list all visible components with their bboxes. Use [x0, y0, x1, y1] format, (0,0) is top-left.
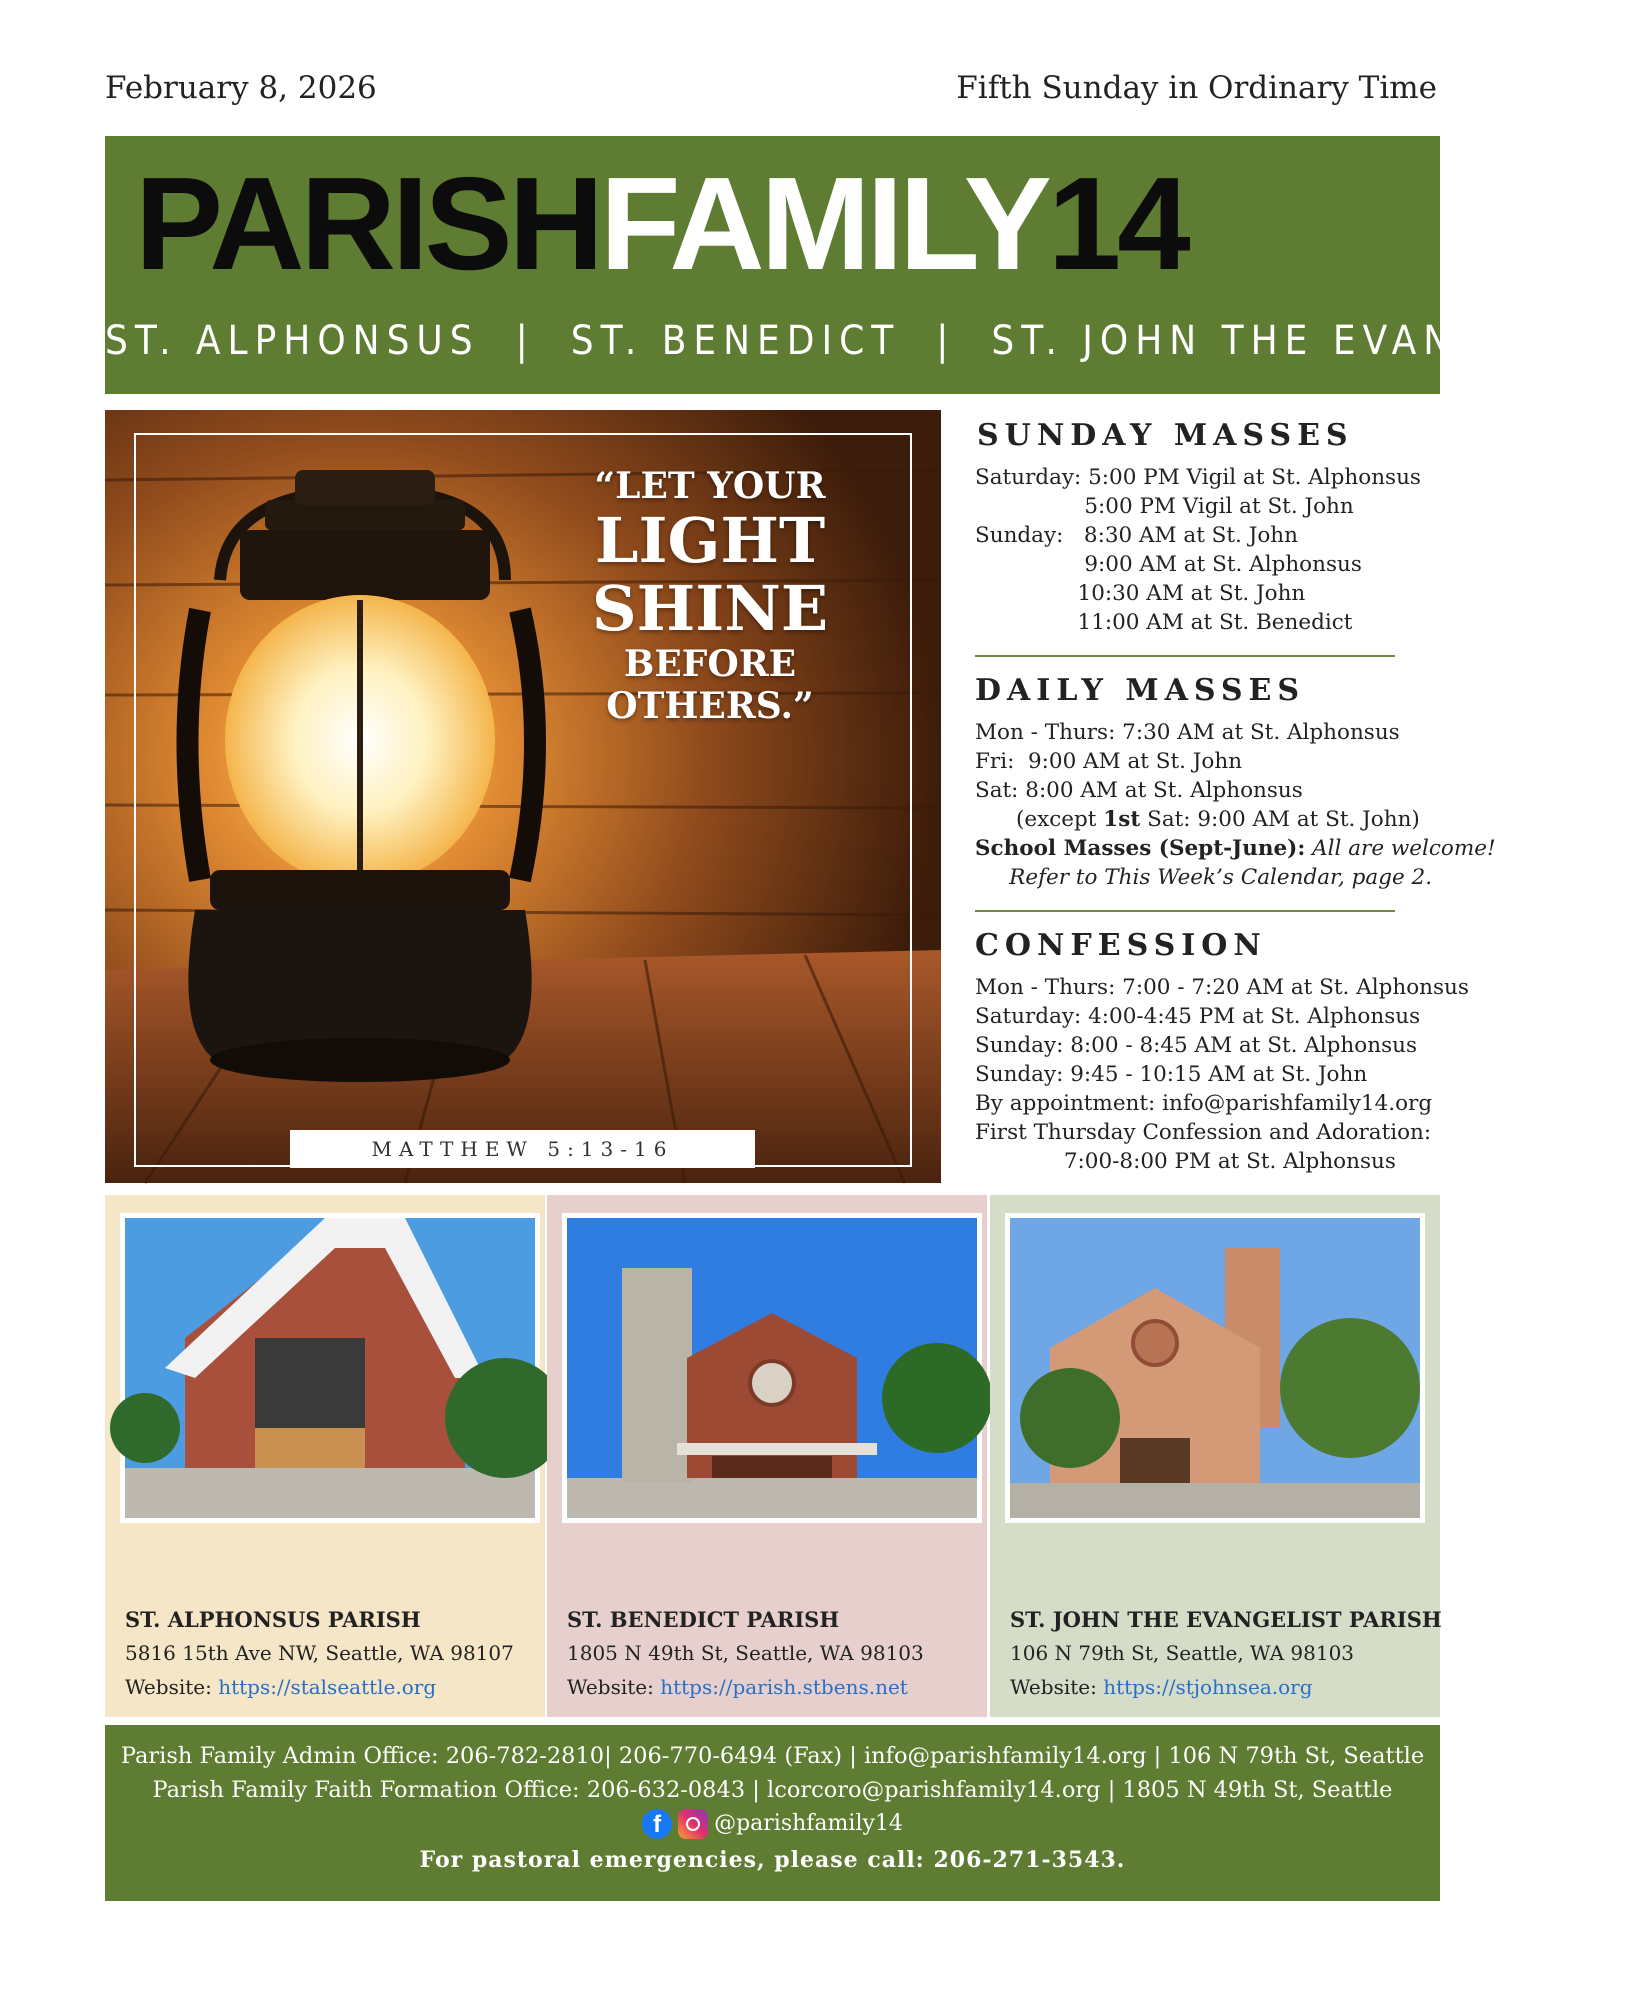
- separator: |: [936, 318, 956, 364]
- parish-name-john: ST. JOHN THE EVANGELIST: [991, 318, 1625, 364]
- confession-line: 7:00-8:00 PM at St. Alphonsus: [975, 1149, 1396, 1174]
- masthead: [105, 136, 1625, 394]
- scripture-quote: [545, 465, 875, 727]
- website-label: Website:: [125, 1675, 219, 1699]
- masthead-title: [135, 150, 1187, 297]
- website-link[interactable]: https://stalseattle.org: [218, 1675, 437, 1699]
- divider: [975, 655, 1395, 657]
- confession-line: Sunday: 9:45 - 10:15 AM at St. John: [975, 1062, 1368, 1087]
- confession-line: Mon - Thurs: 7:00 - 7:20 AM at St. Alphonsus: [975, 975, 1469, 1000]
- parish-name: ST. JOHN THE EVANGELIST PARISH: [1010, 1607, 1442, 1632]
- emergency-line: For pastoral emergencies, please call: 206-271-3543.: [419, 1847, 1126, 1873]
- quote-line-2: LIGHT: [594, 504, 826, 577]
- parish-card-john: [990, 1195, 1440, 1717]
- confession-line: Sunday: 8:00 - 8:45 AM at St. Alphonsus: [975, 1033, 1417, 1058]
- calendar-reference: Refer to This Week’s Calendar, page 2.: [975, 865, 1433, 890]
- parish-name: ST. ALPHONSUS PARISH: [125, 1607, 421, 1632]
- school-masses-note: All are welcome!: [1305, 836, 1496, 861]
- school-masses-label: School Masses (Sept-June):: [975, 836, 1306, 861]
- exception-prefix: (except: [975, 807, 1104, 832]
- website-link[interactable]: https://parish.stbens.net: [660, 1675, 908, 1699]
- quote-line-1: “LET YOUR: [594, 465, 826, 507]
- daily-masses-title: DAILY MASSES: [975, 673, 1306, 708]
- parish-name: ST. BENEDICT PARISH: [567, 1607, 840, 1632]
- school-masses-line: [975, 834, 1496, 863]
- divider: [975, 910, 1395, 912]
- parish-name-benedict: ST. BENEDICT: [570, 318, 901, 364]
- admin-office-line: Parish Family Admin Office: 206-782-2810| 206-770-6494 (Fax) | info@parishfamily14.org | 106 N 79th St, Seattle: [120, 1743, 1425, 1769]
- title-parish: PARISH: [135, 150, 600, 297]
- quote-line-4: BEFORE OTHERS.”: [606, 643, 814, 728]
- hero-lantern-image: [105, 410, 941, 1183]
- sunday-mass-line: 9:00 AM at St. Alphonsus: [975, 552, 1362, 577]
- scripture-citation: MATTHEW 5:13-16: [290, 1130, 755, 1168]
- daily-mass-exception: [975, 805, 1445, 834]
- church-photo-john: [1005, 1213, 1425, 1523]
- bulletin-date: February 8, 2026: [105, 70, 377, 106]
- parish-card-benedict: [547, 1195, 987, 1717]
- sunday-mass-line: Saturday: 5:00 PM Vigil at St. Alphonsus: [975, 465, 1421, 490]
- title-family: FAMILY: [599, 150, 1048, 297]
- footer-contact: [105, 1725, 1440, 1901]
- website-link[interactable]: https://stjohnsea.org: [1103, 1675, 1313, 1699]
- exception-suffix: Sat: 9:00 AM at St. John): [1140, 807, 1420, 832]
- social-links: [105, 1807, 1440, 1841]
- parish-name-alphonsus: ST. ALPHONSUS: [105, 318, 480, 364]
- exception-bold: 1st: [1103, 807, 1141, 832]
- parish-address: 5816 15th Ave NW, Seattle, WA 98107: [125, 1641, 514, 1665]
- instagram-icon[interactable]: [678, 1809, 708, 1839]
- parish-address: 1805 N 49th St, Seattle, WA 98103: [567, 1641, 924, 1665]
- confession-line: By appointment: info@parishfamily14.org: [975, 1091, 1433, 1116]
- liturgical-occasion: Fifth Sunday in Ordinary Time: [956, 70, 1437, 106]
- daily-mass-line: Sat: 8:00 AM at St. Alphonsus: [975, 778, 1303, 803]
- confession-line: Saturday: 4:00-4:45 PM at St. Alphonsus: [975, 1004, 1421, 1029]
- faith-formation-line: Parish Family Faith Formation Office: 206-632-0843 | lcorcoro@parishfamily14.org | 1805 N 49th St, Seattle: [152, 1777, 1393, 1803]
- parish-address: 106 N 79th St, Seattle, WA 98103: [1010, 1641, 1355, 1665]
- sunday-mass-line: Sunday: 8:30 AM at St. John: [975, 523, 1298, 548]
- church-photo-benedict: [562, 1213, 982, 1523]
- sunday-mass-line: 10:30 AM at St. John: [975, 581, 1306, 606]
- parish-names-line: [105, 318, 1625, 364]
- parish-website: [1010, 1675, 1313, 1699]
- confession-line: First Thursday Confession and Adoration:: [975, 1120, 1432, 1145]
- sunday-masses-title: SUNDAY MASSES: [977, 418, 1354, 453]
- mass-schedule: [975, 418, 1496, 1176]
- website-label: Website:: [1010, 1675, 1104, 1699]
- parish-website: [125, 1675, 436, 1699]
- separator: |: [515, 318, 535, 364]
- title-number: 14: [1047, 150, 1187, 297]
- facebook-icon[interactable]: f: [642, 1809, 672, 1839]
- sunday-mass-line: 11:00 AM at St. Benedict: [975, 610, 1353, 635]
- website-label: Website:: [567, 1675, 661, 1699]
- parish-website: [567, 1675, 908, 1699]
- parish-card-alphonsus: [105, 1195, 545, 1717]
- sunday-mass-line: 5:00 PM Vigil at St. John: [975, 494, 1354, 519]
- confession-title: CONFESSION: [975, 928, 1267, 963]
- social-handle: @parishfamily14: [714, 1811, 903, 1836]
- daily-mass-line: Fri: 9:00 AM at St. John: [975, 749, 1243, 774]
- daily-mass-line: Mon - Thurs: 7:30 AM at St. Alphonsus: [975, 720, 1400, 745]
- church-photo-alphonsus: [120, 1213, 540, 1523]
- quote-line-3: SHINE: [591, 572, 829, 646]
